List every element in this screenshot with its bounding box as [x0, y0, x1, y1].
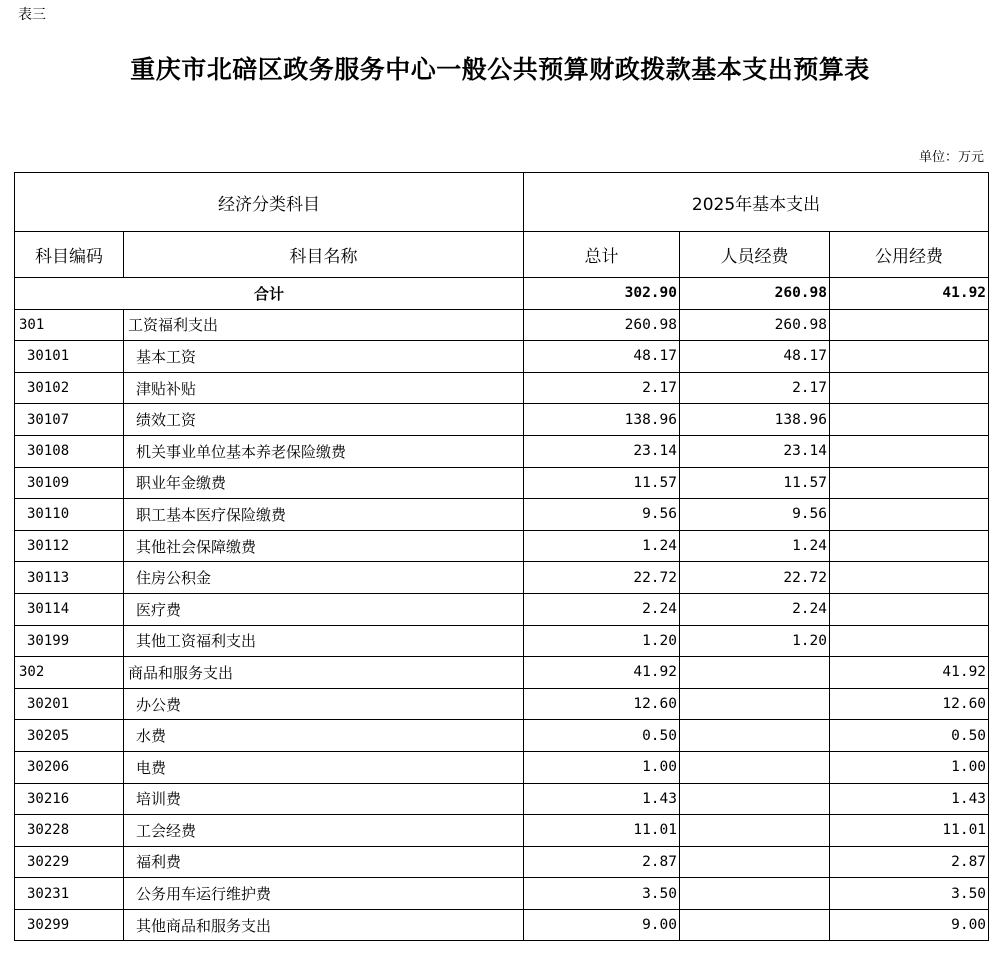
row-code: 30101: [15, 341, 124, 373]
row-public: 0.50: [830, 720, 989, 752]
row-name: 公务用车运行维护费: [124, 878, 524, 910]
row-public: 41.92: [830, 657, 989, 689]
row-total: 2.24: [524, 593, 680, 625]
row-personnel: [680, 846, 830, 878]
row-public: [830, 435, 989, 467]
row-code: 30201: [15, 688, 124, 720]
total-public: 41.92: [830, 278, 989, 310]
total-row: [15, 278, 989, 310]
row-personnel: [680, 720, 830, 752]
row-personnel: 138.96: [680, 404, 830, 436]
row-total: 138.96: [524, 404, 680, 436]
header-row-bottom: [15, 232, 989, 278]
row-personnel: 23.14: [680, 435, 830, 467]
row-name: 医疗费: [124, 593, 524, 625]
row-code: 30108: [15, 435, 124, 467]
total-label: 合计: [15, 278, 524, 310]
total-total: 302.90: [524, 278, 680, 310]
row-total: 11.01: [524, 815, 680, 847]
header-personnel: 人员经费: [680, 232, 830, 278]
row-code: 30113: [15, 562, 124, 594]
row-personnel: 9.56: [680, 499, 830, 531]
row-total: 260.98: [524, 309, 680, 341]
row-code: 30299: [15, 909, 124, 941]
row-total: 2.17: [524, 372, 680, 404]
row-personnel: [680, 688, 830, 720]
row-name: 机关事业单位基本养老保险缴费: [124, 435, 524, 467]
row-name: 其他商品和服务支出: [124, 909, 524, 941]
row-personnel: 2.24: [680, 593, 830, 625]
row-personnel: [680, 783, 830, 815]
header-row-top: [15, 173, 989, 232]
table-row: [15, 846, 989, 878]
row-code: 301: [15, 309, 124, 341]
row-total: 9.56: [524, 499, 680, 531]
row-public: 9.00: [830, 909, 989, 941]
row-public: [830, 562, 989, 594]
row-name: 其他工资福利支出: [124, 625, 524, 657]
header-total: 总计: [524, 232, 680, 278]
row-personnel: 48.17: [680, 341, 830, 373]
row-public: [830, 372, 989, 404]
header-classification: 经济分类科目: [15, 173, 524, 232]
row-code: 30107: [15, 404, 124, 436]
row-name: 工会经费: [124, 815, 524, 847]
row-code: 30110: [15, 499, 124, 531]
row-public: [830, 625, 989, 657]
row-personnel: 1.20: [680, 625, 830, 657]
row-code: 30114: [15, 593, 124, 625]
row-total: 48.17: [524, 341, 680, 373]
row-public: [830, 499, 989, 531]
row-total: 1.00: [524, 751, 680, 783]
row-personnel: 260.98: [680, 309, 830, 341]
row-total: 1.24: [524, 530, 680, 562]
row-personnel: [680, 878, 830, 910]
row-code: 30231: [15, 878, 124, 910]
row-personnel: [680, 751, 830, 783]
row-code: 30206: [15, 751, 124, 783]
row-total: 41.92: [524, 657, 680, 689]
row-name: 福利费: [124, 846, 524, 878]
row-total: 11.57: [524, 467, 680, 499]
table-row: [15, 562, 989, 594]
table-row: [15, 309, 989, 341]
row-total: 12.60: [524, 688, 680, 720]
table-row: [15, 720, 989, 752]
row-public: 2.87: [830, 846, 989, 878]
table-row: [15, 657, 989, 689]
row-total: 1.43: [524, 783, 680, 815]
header-year-expense: 2025年基本支出: [524, 173, 989, 232]
row-code: 30205: [15, 720, 124, 752]
row-personnel: [680, 909, 830, 941]
row-personnel: [680, 815, 830, 847]
row-personnel: 11.57: [680, 467, 830, 499]
row-code: 30228: [15, 815, 124, 847]
row-name: 基本工资: [124, 341, 524, 373]
row-personnel: [680, 657, 830, 689]
row-public: 1.00: [830, 751, 989, 783]
table-row: [15, 530, 989, 562]
row-personnel: 1.24: [680, 530, 830, 562]
row-total: 1.20: [524, 625, 680, 657]
row-personnel: 2.17: [680, 372, 830, 404]
row-name: 工资福利支出: [124, 309, 524, 341]
row-name: 水费: [124, 720, 524, 752]
page-title: 重庆市北碚区政务服务中心一般公共预算财政拨款基本支出预算表: [130, 55, 870, 84]
row-name: 商品和服务支出: [124, 657, 524, 689]
row-name: 办公费: [124, 688, 524, 720]
row-total: 23.14: [524, 435, 680, 467]
row-public: 3.50: [830, 878, 989, 910]
header-name: 科目名称: [124, 232, 524, 278]
row-code: 30199: [15, 625, 124, 657]
total-personnel: 260.98: [680, 278, 830, 310]
row-public: [830, 309, 989, 341]
table-row: [15, 878, 989, 910]
row-total: 0.50: [524, 720, 680, 752]
row-personnel: 22.72: [680, 562, 830, 594]
table-row: [15, 625, 989, 657]
budget-table: [14, 172, 989, 941]
table-row: [15, 467, 989, 499]
row-name: 绩效工资: [124, 404, 524, 436]
row-public: 1.43: [830, 783, 989, 815]
row-code: 30102: [15, 372, 124, 404]
table-row: [15, 341, 989, 373]
row-total: 22.72: [524, 562, 680, 594]
table-row: [15, 815, 989, 847]
row-public: 11.01: [830, 815, 989, 847]
table-row: [15, 593, 989, 625]
row-total: 3.50: [524, 878, 680, 910]
row-code: 302: [15, 657, 124, 689]
row-total: 2.87: [524, 846, 680, 878]
table-row: [15, 751, 989, 783]
row-total: 9.00: [524, 909, 680, 941]
table-number-label: 表三: [18, 7, 46, 23]
row-public: 12.60: [830, 688, 989, 720]
row-public: [830, 530, 989, 562]
header-public: 公用经费: [830, 232, 989, 278]
row-name: 职工基本医疗保险缴费: [124, 499, 524, 531]
row-public: [830, 404, 989, 436]
row-code: 30109: [15, 467, 124, 499]
table-row: [15, 909, 989, 941]
row-public: [830, 593, 989, 625]
row-code: 30216: [15, 783, 124, 815]
row-public: [830, 341, 989, 373]
header-code: 科目编码: [15, 232, 124, 278]
table-row: [15, 783, 989, 815]
row-name: 其他社会保障缴费: [124, 530, 524, 562]
unit-label: 单位：万元: [918, 150, 984, 165]
table-row: [15, 372, 989, 404]
row-name: 培训费: [124, 783, 524, 815]
row-public: [830, 467, 989, 499]
row-code: 30112: [15, 530, 124, 562]
row-name: 电费: [124, 751, 524, 783]
table-row: [15, 499, 989, 531]
row-name: 津贴补贴: [124, 372, 524, 404]
row-name: 住房公积金: [124, 562, 524, 594]
row-code: 30229: [15, 846, 124, 878]
row-name: 职业年金缴费: [124, 467, 524, 499]
table-row: [15, 404, 989, 436]
table-row: [15, 688, 989, 720]
table-row: [15, 435, 989, 467]
